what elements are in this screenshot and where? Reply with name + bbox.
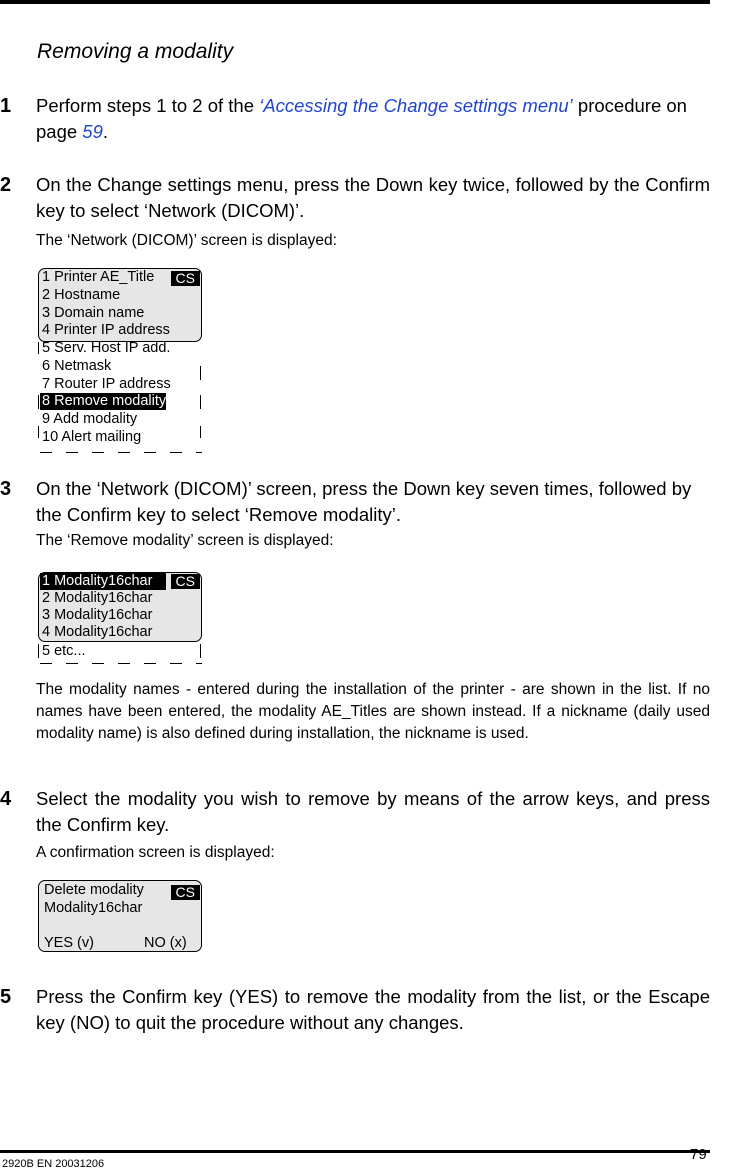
header-rule: [0, 0, 710, 4]
scroll-continuation: [40, 452, 202, 453]
step-number: 1: [0, 95, 12, 117]
scroll-edge: [38, 395, 39, 409]
confirmation-screen: [38, 880, 202, 952]
confirm-title: Delete modality: [44, 882, 144, 898]
step-text: On the Change settings menu, press the Down key twice, followed by the Confirm key to select ‘Network (DICOM)’.: [36, 174, 710, 221]
step-number: 4: [0, 788, 12, 810]
scroll-continuation: [40, 663, 202, 664]
section-title: Removing a modality: [37, 40, 234, 63]
no-option: NO (x): [144, 935, 187, 951]
scroll-edge: [200, 395, 201, 409]
scroll-edge: [200, 644, 201, 658]
step-text: procedure on page: [36, 95, 687, 142]
menu-item-domain-name: 3 Domain name: [42, 305, 145, 321]
page-link[interactable]: 59: [82, 121, 103, 142]
step-4: [0, 786, 710, 838]
scroll-edge: [38, 644, 39, 658]
menu-item-remove-modality: 8 Remove modality: [42, 393, 167, 409]
note-modality-names: The modality names - entered during the installation of the printer - are shown in the list. If no names have been entered, the modality AE_Titles are shown instead. If a nickname (daily used modality name) is also defined during installation, the nickname is used.: [36, 681, 710, 742]
document-reference: 2920B EN 20031206: [2, 1158, 105, 1170]
step-text: Perform steps 1 to 2 of the: [36, 95, 260, 116]
modality-item-3: 3 Modality16char: [42, 607, 153, 623]
modality-item-4: 4 Modality16char: [42, 624, 153, 640]
step-text: Press the Confirm key (YES) to remove the modality from the list, or the Escape key (NO) to quit the procedure without any changes.: [36, 986, 710, 1033]
cs-badge: CS: [171, 574, 200, 589]
step-2: [0, 172, 710, 224]
yes-option: YES (v): [44, 935, 94, 951]
menu-item-hostname: 2 Hostname: [42, 287, 121, 303]
footer-rule: [0, 1150, 710, 1153]
step-1: [0, 93, 710, 145]
step-text: Select the modality you wish to remove by means of the arrow keys, and press the Confirm key.: [36, 788, 710, 835]
step-5: [0, 984, 710, 1036]
menu-item-printer-ae-title: 1 Printer AE_Title: [42, 269, 155, 285]
menu-item-alert-mailing: 10 Alert mailing: [42, 429, 142, 445]
menu-item-router-ip: 7 Router IP address: [42, 376, 171, 392]
procedure-link[interactable]: ‘Accessing the Change settings menu’: [259, 95, 573, 116]
note-remove-screen: The ‘Remove modality’ screen is displayed:: [36, 532, 334, 549]
step-text: On the ‘Network (DICOM)’ screen, press the Down key seven times, followed by the Confirm key to select ‘Remove modality’.: [36, 478, 692, 525]
menu-item-printer-ip: 4 Printer IP address: [42, 322, 170, 338]
menu-item-add-modality: 9 Add modality: [42, 411, 138, 427]
step-number: 2: [0, 174, 12, 196]
step-text: .: [102, 121, 109, 142]
step-number: 5: [0, 986, 12, 1008]
scroll-edge: [200, 366, 201, 380]
note-network-screen: The ‘Network (DICOM)’ screen is displayed:: [36, 232, 337, 249]
cs-badge: CS: [171, 271, 200, 286]
remove-modality-screen: [38, 572, 202, 666]
modality-item-etc: 5 etc...: [42, 643, 86, 659]
page-number: 79: [690, 1146, 707, 1163]
cs-badge: CS: [171, 885, 200, 900]
menu-item-netmask: 6 Netmask: [42, 358, 112, 374]
note-confirm-screen: A confirmation screen is displayed:: [36, 844, 275, 861]
confirm-modality-name: Modality16char: [44, 900, 143, 916]
modality-item-1: 1 Modality16char: [40, 573, 166, 590]
network-dicom-screen: [38, 268, 202, 454]
menu-item-serv-host-ip: 5 Serv. Host IP add.: [42, 340, 171, 356]
step-3: [0, 476, 710, 528]
scroll-edge: [200, 426, 201, 438]
step-number: 3: [0, 478, 12, 500]
scroll-edge: [38, 342, 39, 354]
scroll-edge: [38, 426, 39, 438]
modality-item-2: 2 Modality16char: [42, 590, 153, 606]
